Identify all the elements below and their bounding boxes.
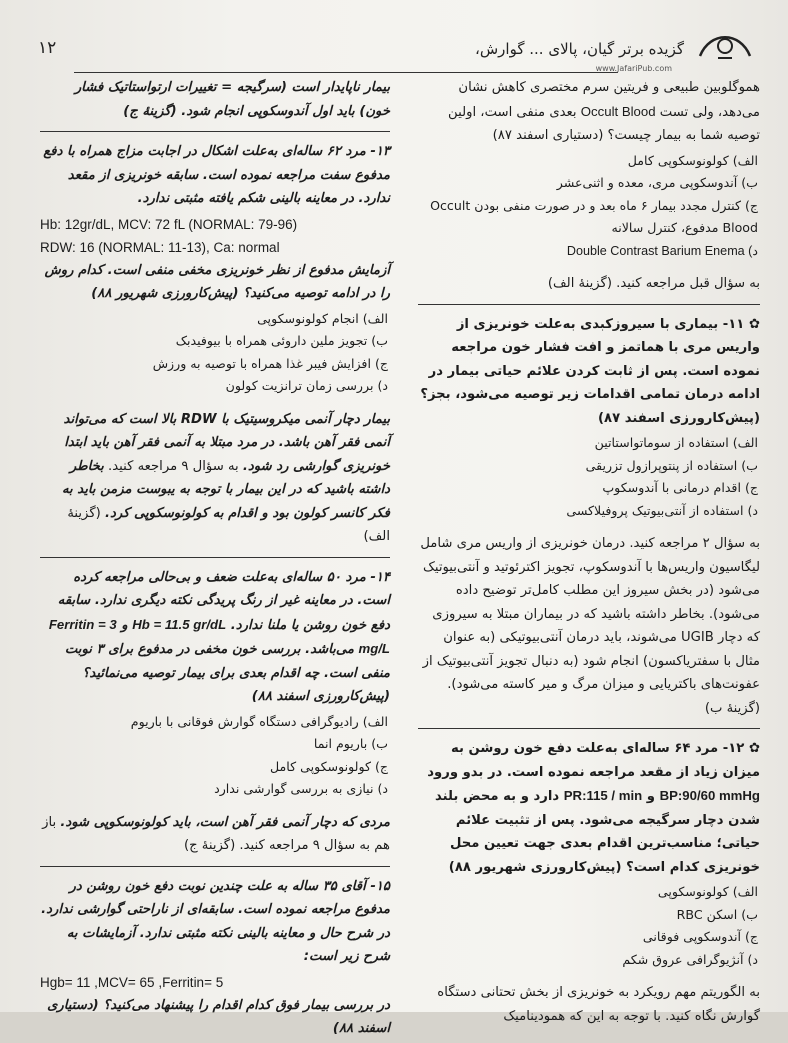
q11-option: الف) استفاده از سوماتواستاتین — [594, 435, 758, 450]
q11-option: ج) اقدام درمانی با آندوسکوپ — [602, 480, 758, 495]
left-column — [40, 76, 390, 1043]
q12-option: ج) آندوسکوپی فوقانی — [642, 929, 758, 944]
page-header — [20, 30, 768, 74]
q11-answer: به سؤال ۲ مراجعه کنید. درمان خونریزی از واریس مری شامل لیگاسیون واریس‌ها با آندوسکوپ، تجویز اکتر‌ئوتید و آنتی‌بیوتیک می‌شود (در بخش سیروز این مطلب کامل‌تر توضیح داده می‌شود). بخاطر داشته باشید که در بیماران مبتلا به سیروزی که دچار UGIB می‌شوند، باید درمان آنتی‌بیوتیکی (به عنوان مثال با سفتریاکسون) انجام شود (به دنبال تجویز آنتی‌بیوتیک از عفونت‌های باکتریایی و میزان مرگ و میر کاسته می‌شود). (گزینهٔ ب) — [420, 536, 760, 716]
q13-options — [40, 308, 390, 398]
q13-stem-continued: آزمایش مدفوع از نظر خونریزی مخفی منفی است. کدام روش را در ادامه توصیه می‌کنید؟ (پیش‌کارورزی شهریور ۸۸) — [44, 262, 390, 301]
q12-option: الف) کولونوسکوپی — [657, 884, 758, 899]
right-column — [418, 76, 760, 1030]
q13-option: د) بررسی زمان ترانزیت کولون — [225, 378, 388, 393]
q15-stem-continued: در بررسی بیمار فوق کدام اقدام را پیشنهاد می‌کنید؟ (دستیاری اسفند ۸۸) — [47, 997, 390, 1036]
q12-stem: ✿ ۱۲- مرد ۶۴ ساله‌ای به‌علت دفع خون روشن به میزان زیاد از مقعد مراجعه نموده است. در بدو ورود BP:90/60 mmHg و PR:115 / min دارد و به محض بلند شدن دچار سرگیجه می‌شود. پس از تثبیت علائم حیاتی؛ مناسب‌ترین اقدام بعدی جهت تعیین محل خونریزی کدام است؟ (پیش‌کارورزی شهریور ۸۸) — [427, 741, 760, 875]
q11-option: د) استفاده از آنتی‌بیوتیک پروفیلاکسی — [566, 502, 758, 518]
q15-stem: ۱۵- آقای ۳۵ ساله به علت چندین نوبت دفع خون روشن در مدفوع مراجعه نموده است. سابقه‌ای از ناراحتی گوارشی ندارد. در شرح حال و معاینه بالینی نکته مثبتی ندارد. آزمایشات به شرح زیر است: — [41, 878, 390, 964]
q13-stem: ۱۳- مرد ۶۲ ساله‌ای به‌علت اشکال در اجابت مزاج همراه با دفع مدفوع سفت مراجعه نموده است. سابقه خونریزی از مقعد ندارد. در معاینه بالینی شکم یافته مثبتی ندارد. — [43, 144, 390, 206]
q12-options — [418, 881, 760, 971]
q13-option: ج) افزایش فیبر غذا همراه با توصیه به ورزش — [152, 355, 388, 371]
q10-continuation: هموگلوبین طبیعی و فریتین سرم مختصری کاهش نشان می‌دهد، ولی تست Occult Blood بعدی منفی است، اولین توصیه شما به بیمار چیست؟ (دستیاری اسفند ۸۷) — [448, 80, 760, 143]
q13-option: ب) تجویز ملین داروئی همراه با بیوفیدبک — [175, 333, 388, 348]
q10-option: ب) آندوسکوپی مری، معده و اثنی‌عشر — [556, 175, 758, 190]
q10-option: الف) کولونوسکوپی کامل — [627, 152, 758, 168]
q13-lab-line: RDW: 16 (NORMAL: 11-13), Ca: normal — [40, 239, 280, 255]
q13-answer: بیمار دچار آنمی میکروسیتیک با RDW بالا است که می‌تواند آنمی فقر آهن باشد. در مرد مبتلا به آنمی فقر آهن باید ابتدا خونریزی گوارشی رد شود. به سؤال ۹ مراجعه کنید. بخاطر داشته باشید که در این بیمار با توجه به یبوست مزمن باید به فکر کانسر کولون بود و اقدام به کولونوسکوپی کرد. (گزینهٔ الف) — [61, 411, 390, 544]
q11-options — [418, 432, 760, 522]
divider — [40, 131, 390, 132]
q14-stem: ۱۴- مرد ۵۰ ساله‌ای به‌علت ضعف و بی‌حالی مراجعه کرده است. در معاینه غیر از رنگ پریدگی نکته دیگری ندارد. سابقه دفع خون روشن یا ملنا ندارد. Hb = 11.5 gr/dL و Ferritin = 3 mg/L می‌باشد. بررسی خون مخفی در مدفوع برای ۳ نوبت منفی است. چه اقدام بعدی برای بیمار توصیه می‌نمائید؟ (پیش‌کارورزی اسفند ۸۸) — [48, 569, 390, 704]
q12-answer: به الگوریتم مهم رویکرد به خونریزی از بخش تحتانی دستگاه گوارش نگاه کنید. با توجه به این که همودینامیک — [437, 985, 760, 1024]
publisher-logo-icon — [690, 26, 760, 70]
divider — [418, 304, 760, 305]
q12-answer-continuation: بیمار ناپایدار است (سرگیجه = تغییرات ارتواستاتیک فشار خون) باید اول آندوسکوپی انجام شود. (گزینهٔ ج) — [74, 80, 390, 119]
q14-options — [40, 711, 390, 801]
publisher-site: www.JafariPub.com — [595, 64, 672, 73]
page-number: ۱۲ — [38, 38, 57, 58]
divider — [40, 557, 390, 558]
q10-option: Double Contrast Barium Enema (د — [566, 243, 758, 258]
running-title: گزیده برتر گیان، پالای ... گوارش، — [475, 40, 684, 58]
q14-option: الف) رادیوگرافی دستگاه گوارش فوقانی با باریوم — [130, 713, 388, 729]
q12-option: ب) اسکن RBC — [676, 906, 758, 922]
q11-option: ب) استفاده از پنتوپرازول تزریقی — [585, 457, 758, 473]
q14-option: د) نیازی به بررسی گوارشی ندارد — [214, 781, 388, 796]
q10-answer: به سؤال قبل مراجعه کنید. (گزینهٔ الف) — [547, 276, 760, 291]
q14-option: ج) کولونوسکوپی کامل — [269, 758, 388, 774]
q10-option: ج) کنترل مجدد بیمار ۶ ماه بعد و در صورت منفی بودن Occult Blood مدفوع، کنترل سالانه — [430, 197, 758, 235]
divider — [40, 866, 390, 867]
q13-option: الف) انجام کولونوسکوپی — [257, 310, 388, 326]
q14-answer: مردی که دچار آنمی فقر آهن است، باید کولونوسکوپی شود. باز هم به سؤال ۹ مراجعه کنید. (گزینهٔ ج) — [42, 814, 390, 853]
q14-option: ب) باریوم انما — [313, 736, 388, 751]
q12-option: د) آنژیوگرافی عروق شکم — [622, 951, 758, 967]
divider — [418, 728, 760, 729]
q10-options — [418, 150, 760, 263]
header-rule — [74, 72, 618, 73]
q11-stem: ✿ ۱۱- بیماری با سیروزکبدی به‌علت خونریزی از واریس مری با هماتمز و افت فشار خون مراجعه نموده است. پس از ثابت کردن علائم حیاتی بیمار در ادامه درمان تمامی اقدامات زیر توصیه می‌شود، بجز؟ (پیش‌کارورزی اسفند ۸۷) — [420, 316, 760, 426]
q15-lab-line: Hgb= 11 ,MCV= 65 ,Ferritin= 5 — [40, 974, 224, 990]
q13-lab-line: Hb: 12gr/dL, MCV: 72 fL (NORMAL: 79-96) — [40, 216, 298, 232]
